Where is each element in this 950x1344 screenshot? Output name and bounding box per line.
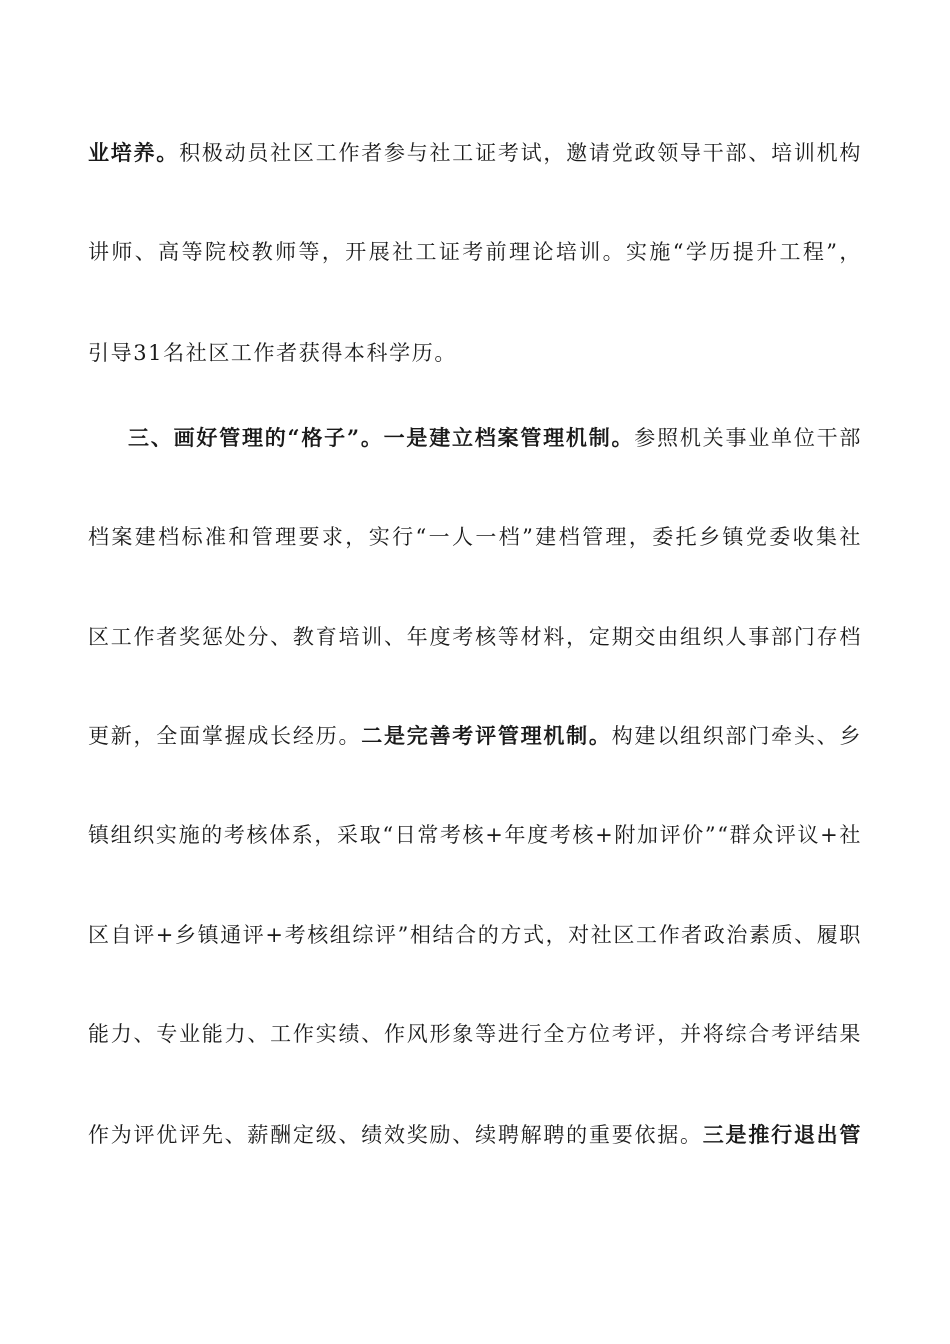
- text-run: 引导31名社区工作者获得本科学历。: [88, 341, 457, 365]
- text-run: 参照机关事业单位干部: [634, 426, 862, 450]
- text-line: [88, 918, 862, 952]
- bold-run: 三是推行退出管: [702, 1122, 862, 1147]
- text-run: 作为评优评先、薪酬定级、绩效奖励、续聘解聘的重要依据。: [88, 1123, 703, 1147]
- text-run: 讲师、高等院校教师等，开展社工证考前理论培训。实施“学历提升工程”，: [88, 240, 862, 264]
- text-run: 积极动员社区工作者参与社工证考试，邀请党政领导干部、培训机构: [179, 141, 862, 165]
- text-run: 构建以组织部门牵头、乡: [611, 724, 862, 748]
- text-line: [88, 719, 862, 753]
- section-heading-line: [128, 421, 862, 455]
- text-run: 档案建档标准和管理要求，实行“一人一档”建档管理，委托乡镇党委收集社: [88, 525, 862, 549]
- text-run: 更新，全面掌握成长经历。: [88, 724, 362, 748]
- bold-run: 二是完善考评管理机制。: [361, 723, 612, 748]
- text-line: [88, 1118, 862, 1152]
- text-run: 区自评+乡镇通评+考核组综评”相结合的方式，对社区工作者政治素质、履职: [88, 923, 862, 947]
- text-line: [88, 818, 862, 852]
- text-line: [88, 520, 862, 554]
- section-heading: 三、画好管理的“格子”。一是建立档案管理机制。: [128, 425, 635, 450]
- bold-run: 业培养。: [88, 140, 180, 165]
- text-line: [88, 620, 862, 654]
- text-run: 区工作者奖惩处分、教育培训、年度考核等材料，定期交由组织人事部门存档: [88, 625, 862, 649]
- text-line: [88, 235, 862, 269]
- text-line: [88, 1017, 862, 1051]
- text-line: [88, 136, 862, 170]
- text-run: 能力、专业能力、工作实绩、作风形象等进行全方位考评，并将综合考评结果: [88, 1022, 862, 1046]
- text-line: [88, 336, 862, 370]
- text-run: 镇组织实施的考核体系，采取“日常考核+年度考核+附加评价”“群众评议+社: [88, 823, 862, 847]
